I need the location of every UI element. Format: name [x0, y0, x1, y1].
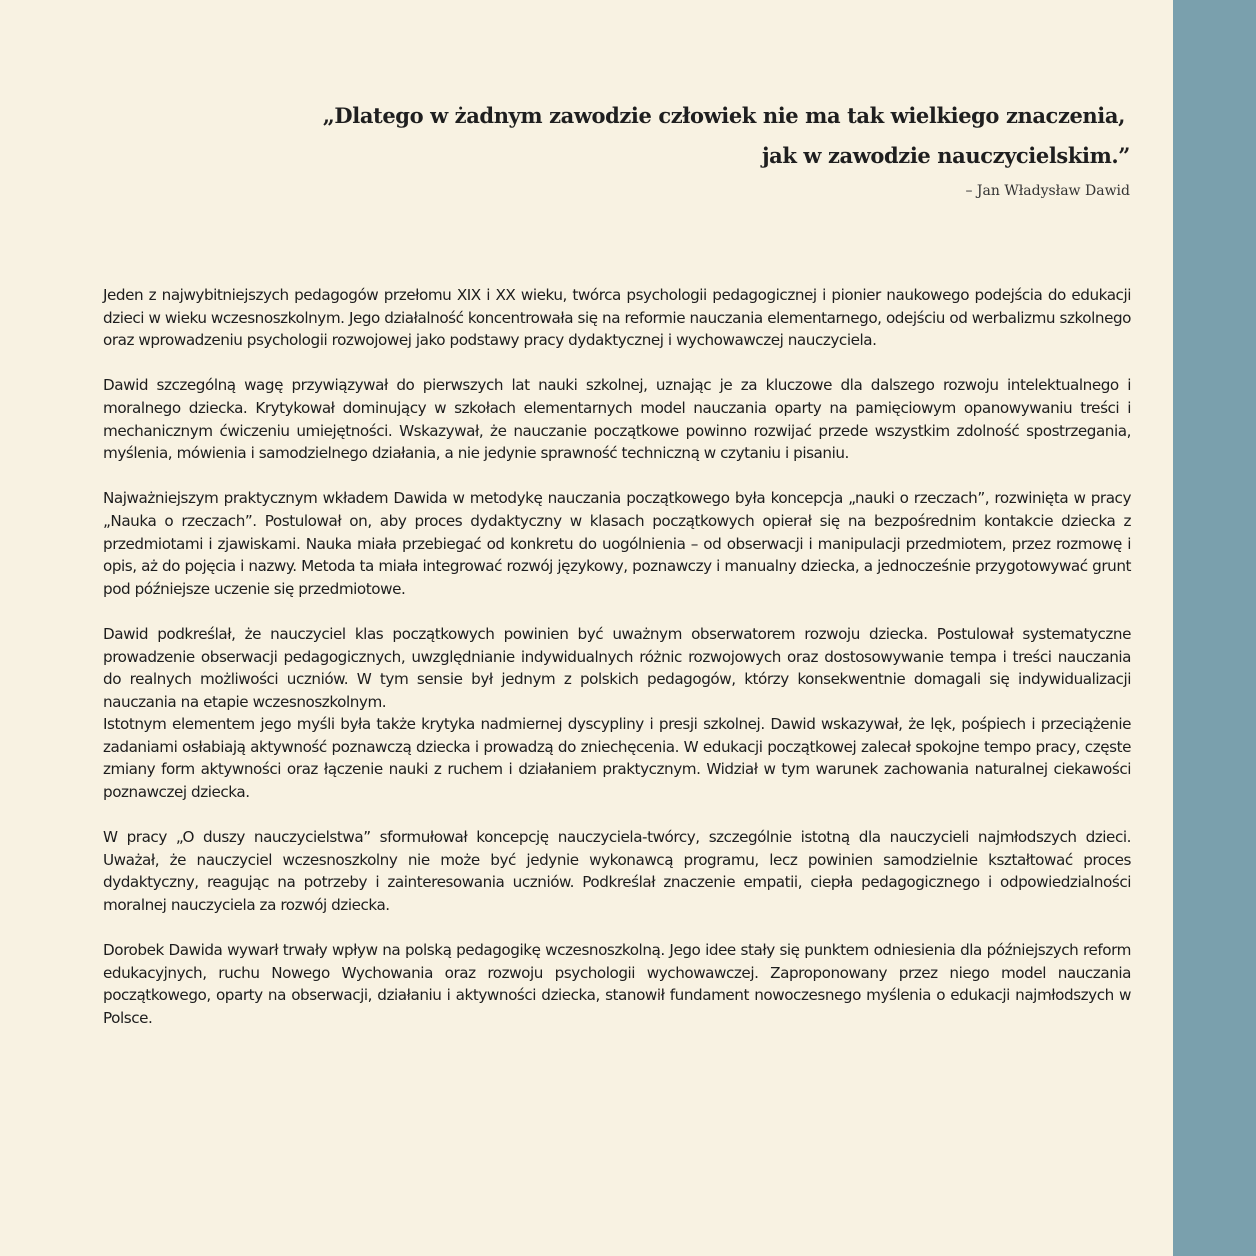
paragraph-teacher-observer: Dawid podkreślał, że nauczyciel klas początkowych powinien być uważnym obserwatorem rozwoju dziecka. Postulował systematyczne prowadzenie obserwacji pedagogicznych, uwzględnianie indywidualnych różnic rozwojowych oraz dostosowywanie tempa i treści nauczania do realnych możliwości uczniów. W tym sensie był jednym z polskich pedagogów, którzy konsekwentnie domagali się indywidualizacji nauczania na etapie wczesnoszkolnym.: [103, 624, 1131, 711]
quote-line-1: „Dlatego w żadnym zawodzie człowiek nie ma tak wielkiego znaczenia,: [322, 103, 1125, 128]
paragraph-nauka-o-rzeczach: Najważniejszym praktycznym wkładem Dawida w metodykę nauczania początkowego była koncepcja „nauki o rzeczach”, rozwinięta w pracy „Nauka o rzeczach”. Postulował on, aby proces dydaktyczny w klasach początkowych opierał się na bezpośrednim kontakcie dziecka z przedmiotami i zjawiskami. Nauka miała przebiegać od konkretu do uogólnienia – od obserwacji i manipulacji przedmiotem, przez rozmowę i opis, aż do pojęcia i nazwy. Metoda ta miała integrować rozwój językowy, poznawczy i manualny dziecka, a jednocześnie przygotowywać grunt pod późniejsze uczenie się przedmiotowe.: [103, 489, 1131, 598]
article-body: [103, 284, 1131, 1030]
quote-author: – Jan Władysław Dawid: [965, 183, 1130, 199]
paragraph-teacher-creator: W pracy „O duszy nauczycielstwa” sformułował koncepcję nauczyciela-twórcy, szczególnie istotną dla nauczycieli najmłodszych dzieci. Uważał, że nauczyciel wczesnoszkolny nie może być jedynie wykonawcą programu, lecz powinien samodzielnie kształtować proces dydaktyczny, reagując na potrzeby i zainteresowania uczniów. Podkreślał znaczenie empatii, ciepła pedagogicznego i odpowiedzialności moralnej nauczyciela za rozwój dziecka.: [103, 828, 1131, 915]
paragraph-early-school-years: Dawid szczególną wagę przywiązywał do pierwszych lat nauki szkolnej, uznając je za kluczowe dla dalszego rozwoju intelektualnego i moralnego dziecka. Krytykował dominujący w szkołach elementarnych model nauczania oparty na pamięciowym opanowywaniu treści i mechanicznym ćwiczeniu umiejętności. Wskazywał, że nauczanie początkowe powinno rozwijać przede wszystkim zdolność spostrzegania, myślenia, mówienia i samodzielnego działania, a nie jedynie sprawność techniczną w czytaniu i pisaniu.: [103, 376, 1131, 463]
quote-block: [0, 96, 1173, 204]
paragraph-legacy: Dorobek Dawida wywarł trwały wpływ na polską pedagogikę wczesnoszkolną. Jego idee stały się punktem odniesienia dla późniejszych reform edukacyjnych, ruchu Nowego Wychowania oraz rozwoju psychologii wychowawczej. Zaproponowany przez niego model nauczania początkowego, oparty na obserwacji, działaniu i aktywności dziecka, stanowił fundament nowoczesnego myślenia o edukacji najmłodszych w Polsce.: [103, 941, 1131, 1027]
paragraph-intro: Jeden z najwybitniejszych pedagogów przełomu XIX i XX wieku, twórca psychologii pedagogicznej i pionier naukowego podejścia do edukacji dzieci w wieku wczesnoszkolnym. Jego działalność koncentrowała się na reformie nauczania elementarnego, odejściu od werbalizmu szkolnego oraz wprowadzeniu psychologii rozwojowej jako podstawy pracy dydaktycznej i wychowawczej nauczyciela.: [103, 286, 1131, 350]
paragraph-discipline-critique: Istotnym elementem jego myśli była także krytyka nadmiernej dyscypliny i presji szkolnej. Dawid wskazywał, że lęk, pośpiech i przeciążenie zadaniami osłabiają aktywność poznawczą dziecka i prowadzą do zniechęcenia. W edukacji początkowej zalecał spokojne tempo pracy, częste zmiany form aktywności oraz łączenie nauki z ruchem i działaniem praktycznym. Widział w tym warunek zachowania naturalnej ciekawości poznawczej dziecka.: [103, 715, 1131, 802]
quote-line-2: jak w zawodzie nauczycielskim.”: [761, 143, 1130, 168]
side-accent-band: [1173, 0, 1256, 1256]
